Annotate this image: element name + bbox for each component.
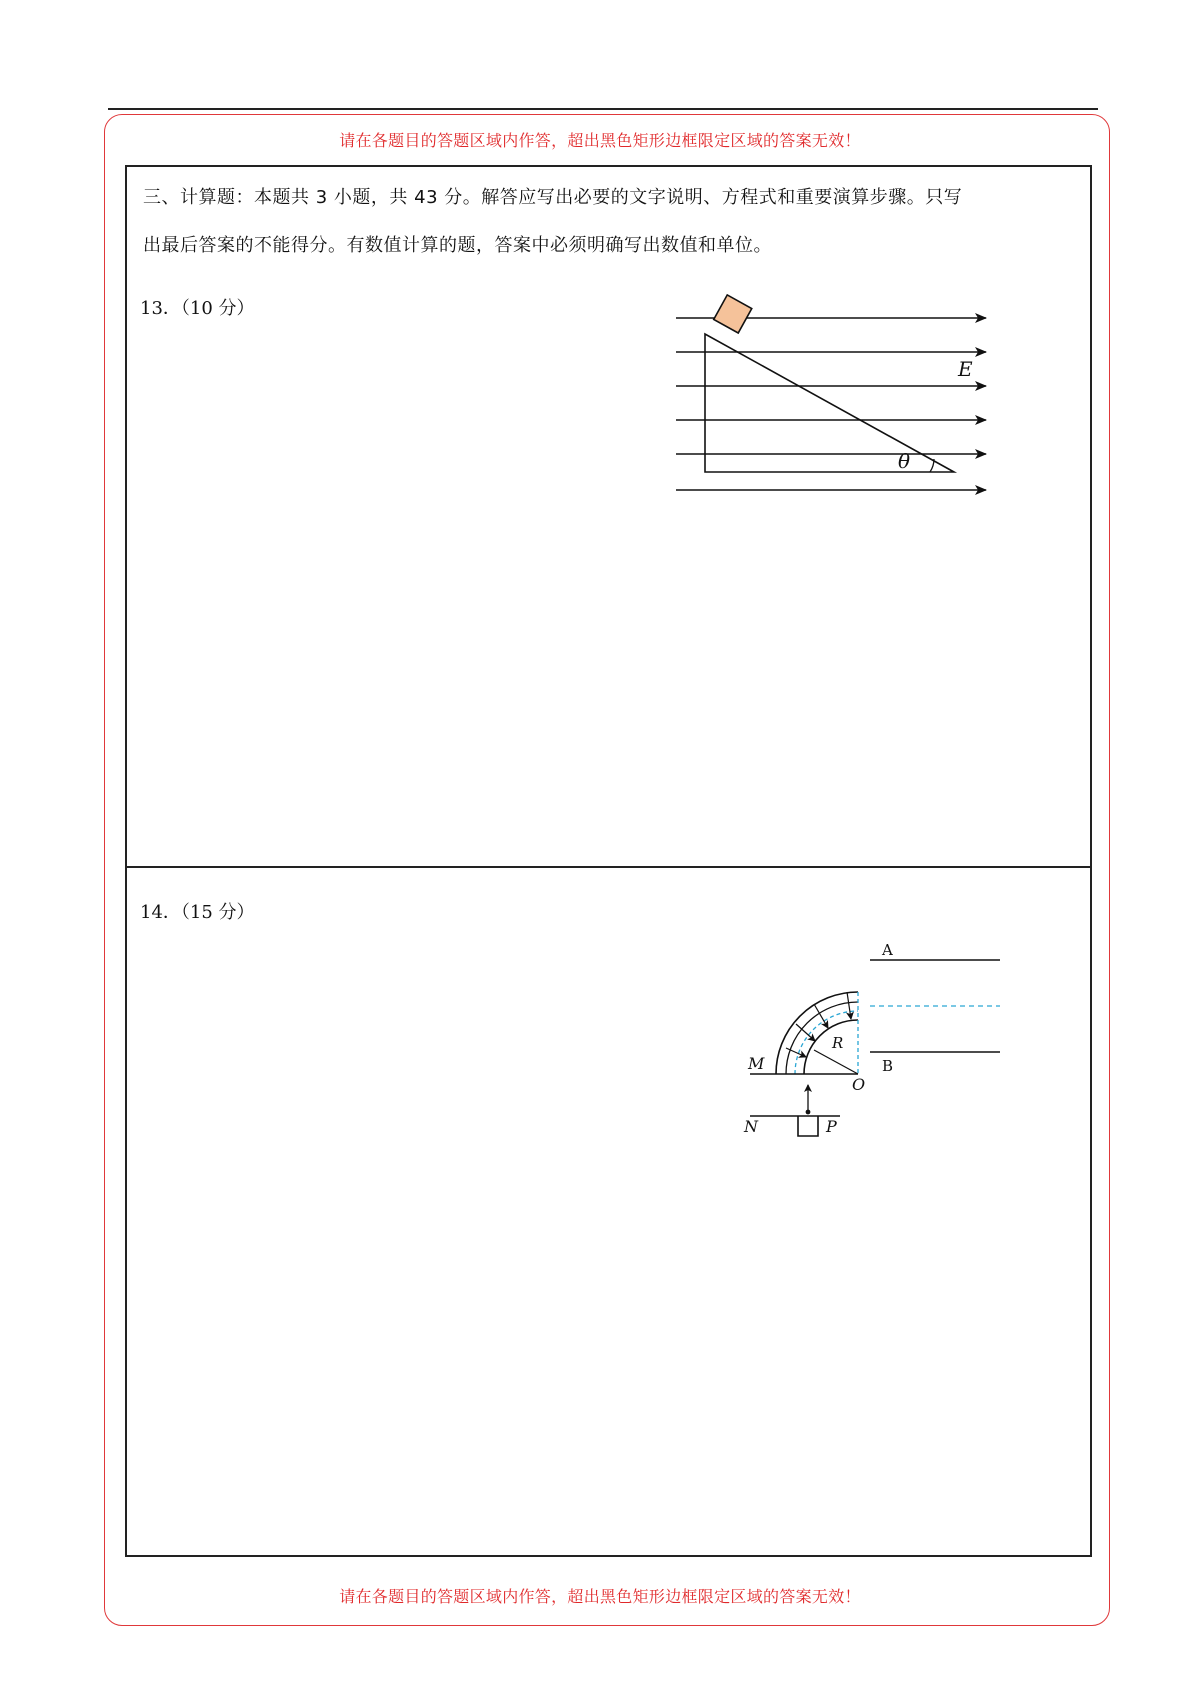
field-label: E	[958, 357, 973, 381]
inner-arc	[804, 1020, 858, 1074]
middle-arc	[786, 1002, 858, 1074]
particle	[806, 1110, 811, 1115]
angle-arc	[930, 459, 934, 472]
label-p: P	[826, 1117, 837, 1136]
label-a: A	[882, 941, 893, 959]
label-o: O	[852, 1075, 866, 1094]
question-13-label: 13．（10 分）	[140, 298, 255, 319]
question-14-label: 14．（15 分）	[140, 902, 255, 923]
section-instructions-line2: 出最后答案的不能得分。有数值计算的题，答案中必须明确写出数值和单位。	[143, 235, 772, 256]
question-divider	[125, 866, 1092, 868]
label-b: B	[882, 1057, 894, 1075]
header-rule	[108, 108, 1098, 110]
label-r: R	[832, 1034, 844, 1052]
outer-arc	[776, 992, 858, 1074]
warning-notice-top: 请在各题目的答题区域内作答，超出黑色矩形边框限定区域的答案无效！	[339, 131, 861, 150]
label-n: N	[744, 1117, 758, 1136]
warning-notice-bottom: 请在各题目的答题区域内作答，超出黑色矩形边框限定区域的答案无效！	[339, 1587, 861, 1606]
angle-label: θ	[898, 449, 911, 473]
curved-channel-diagram	[736, 940, 1006, 1140]
source-box	[798, 1116, 818, 1136]
incline-field-diagram	[676, 306, 1006, 506]
label-m: M	[748, 1054, 765, 1073]
incline-triangle	[705, 334, 954, 472]
section-instructions-line1: 三、计算题：本题共 3 小题，共 43 分。解答应写出必要的文字说明、方程式和重要演算步骤。只写	[143, 187, 963, 208]
radius-line	[814, 1050, 858, 1074]
